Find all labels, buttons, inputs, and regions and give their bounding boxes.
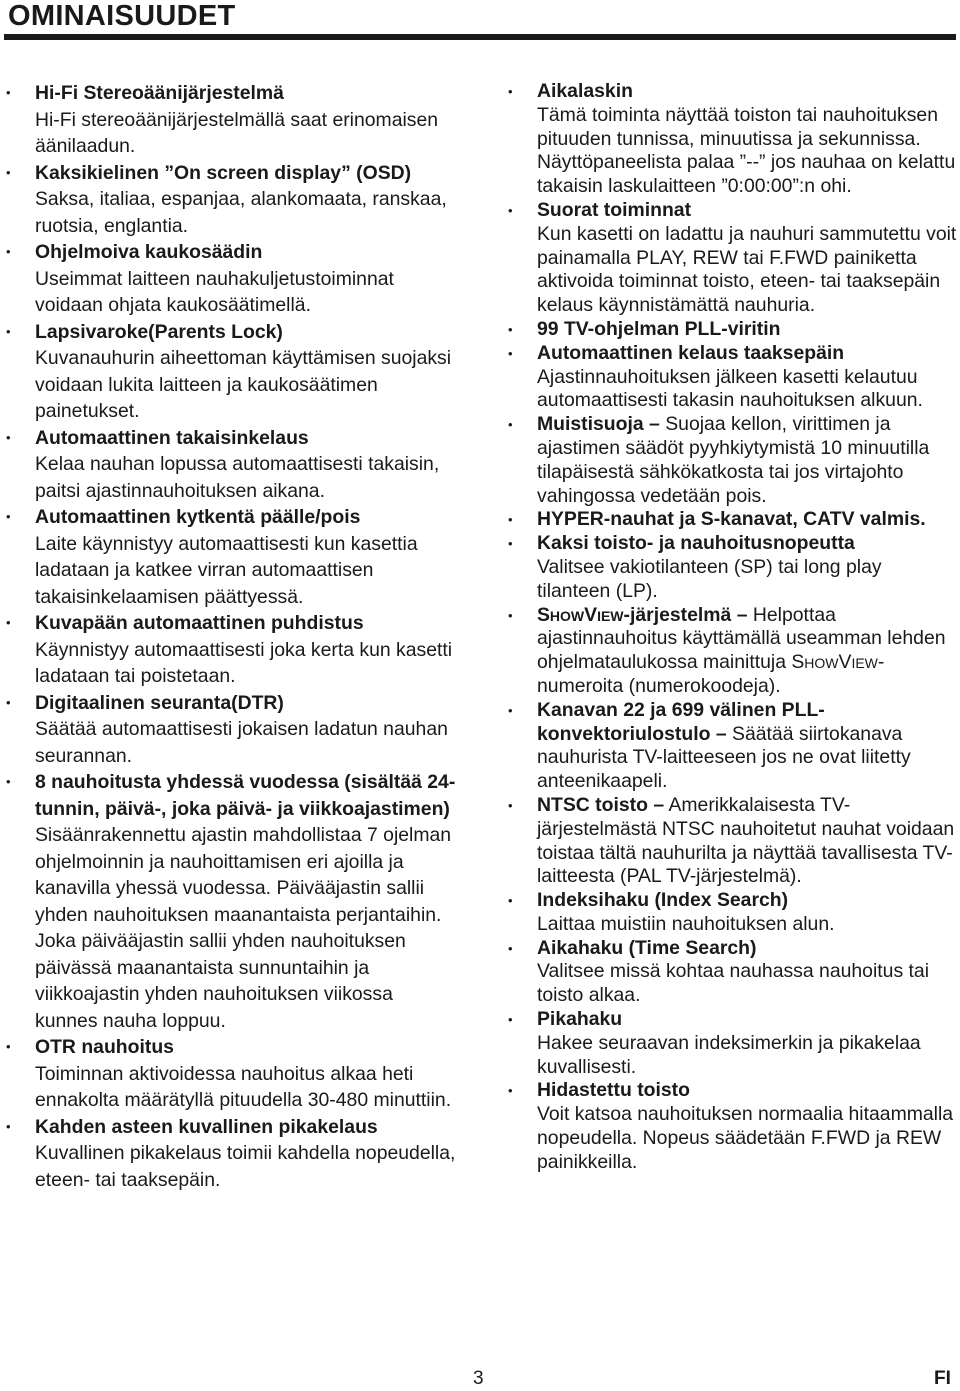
feature-heading: Kahden asteen kuvallinen pikakelaus [35, 1115, 378, 1138]
feature-heading: Aikalaskin [537, 80, 633, 102]
feature-description: Säätää siirtokanava nauhurista TV-laitteeseen jos ne ovat liitetty anteenikaapeli. [537, 722, 911, 793]
bullet-icon: • [6, 1039, 11, 1054]
feature-description: Kuvallinen pikakelaus toimii kahdella nopeudella, eteen- tai taaksepäin. [35, 1142, 456, 1191]
feature-item [6, 504, 456, 610]
feature-item [508, 508, 958, 532]
feature-heading: Ohjelmoiva kaukosäädin [35, 241, 263, 263]
feature-heading: Kaksi toisto- ja nauhoitusnopeutta [537, 532, 855, 555]
feature-description: Helpottaa ajastinnauhoitus käyttämällä useamman lehden ohjelmataulukossa mainittuja [537, 603, 946, 674]
bullet-icon: • [508, 702, 513, 718]
feature-heading: NTSC toisto – [537, 793, 665, 816]
feature-description: Laittaa muistiin nauhoituksen alun. [537, 912, 835, 935]
feature-heading: Kanavan 22 ja 699 välinen PLL-konvektoriulostulo – [537, 698, 825, 745]
feature-item [6, 80, 456, 160]
feature-item [508, 699, 958, 794]
feature-description: Valitsee missä kohtaa nauhassa nauhoitus tai toisto alkaa. [537, 960, 930, 1007]
feature-item [6, 610, 456, 690]
bullet-icon: • [508, 417, 513, 433]
language-code: FI [934, 1368, 951, 1389]
bullet-icon: • [508, 607, 513, 623]
bullet-icon: • [6, 244, 11, 259]
bullet-icon: • [508, 940, 513, 956]
bullet-icon: • [508, 84, 513, 99]
feature-item [6, 239, 456, 319]
bullet-icon: • [6, 85, 11, 100]
bullet-icon: • [6, 694, 11, 710]
feature-item [6, 769, 456, 1034]
bullet-icon: • [6, 615, 11, 630]
bullet-icon: • [6, 774, 11, 789]
feature-heading: 8 nauhoitusta yhdessä vuodessa (sisältää 24-tunnin, päivä-, joka päivä- ja viikkoajastimen) [35, 771, 456, 820]
bullet-icon: • [508, 345, 513, 361]
feature-description: Toiminnan aktivoidessa nauhoitus alkaa heti ennakolta määrätyllä pituudella 30-480 minuttiin. [35, 1062, 452, 1111]
feature-description: Useimmat laitteen nauhakuljetustoiminnat voidaan ohjata kaukosäätimellä. [35, 267, 394, 316]
feature-item [508, 889, 958, 937]
feature-description: Kelaa nauhan lopussa automaattisesti takaisin, paitsi ajastinnauhoituksen aikana. [35, 453, 440, 502]
bullet-icon: • [508, 202, 513, 218]
feature-item [508, 318, 958, 342]
bullet-icon: • [508, 1012, 513, 1028]
feature-description: Hakee seuraavan indeksimerkin ja pikakelaa kuvallisesti. [537, 1031, 921, 1078]
feature-heading: Automaattinen takaisinkelaus [35, 426, 309, 449]
feature-description: Suojaa kellon, virittimen ja ajastimen säädöt pyyhkiytymistä 10 minuutilla tilapäisestä sähkökatkosta tai jos virtajohto vahingossa vedetään pois. [537, 413, 930, 507]
page-title: OMINAISUUDET [8, 0, 236, 32]
feature-heading: Automaattinen kelaus taaksepäin [537, 341, 845, 364]
feature-heading: 99 TV-ohjelman PLL-viritin [537, 317, 781, 340]
feature-item [508, 532, 958, 603]
feature-item [508, 199, 958, 318]
feature-item [508, 794, 958, 889]
feature-item [508, 1008, 958, 1079]
bullet-icon: • [6, 509, 11, 524]
feature-description: Kun kasetti on ladattu ja nauhuri sammutettu voit painamalla PLAY, REW tai F.FWD painiketta aktivoida toiminnat toisto, eteen- tai taaksepäin kelaus käynnistämättä nauhuria. [537, 222, 957, 317]
feature-heading-suffix: -järjestelmä – [623, 603, 748, 626]
bullet-icon: • [6, 164, 11, 180]
feature-description: Ajastinnauhoituksen jälkeen kasetti kelautuu automaattisesti takasin nauhoituksen alkuun. [537, 365, 923, 412]
feature-item [508, 937, 958, 1008]
feature-list-left [6, 80, 456, 1193]
feature-description: Hi-Fi stereoäänijärjestelmällä saat erinomaisen äänilaadun. [35, 108, 439, 157]
feature-item [508, 604, 958, 699]
bullet-icon: • [508, 893, 513, 909]
feature-item [6, 160, 456, 240]
feature-item [6, 1114, 456, 1194]
feature-item [6, 690, 456, 770]
feature-heading: Kuvapään automaattinen puhdistus [35, 612, 364, 634]
feature-description: Voit katsoa nauhoituksen normaalia hitaammalla nopeudella. Nopeus säädetään F.FWD ja REW painikkeilla. [537, 1103, 954, 1173]
bullet-icon: • [508, 512, 513, 528]
feature-heading: Automaattinen kytkentä päälle/pois [35, 506, 361, 528]
feature-description: Tämä toiminta näyttää toiston tai nauhoituksen pituuden tunnissa, minuutissa ja sekunnissa. Näyttöpaneelista palaa ”--” jos nauhaa on kelattu takaisin laskulaitteen ”0:00:00”:n ohi. [537, 103, 956, 198]
feature-description: Laite käynnistyy automaattisesti kun kasettia ladataan ja katkee virran automaattisen takaisinkelaamisen päättyessä. [35, 532, 418, 608]
feature-heading: Hidastettu toisto [537, 1079, 690, 1102]
feature-description: Amerikkalaisesta TV-järjestelmästä NTSC nauhoitetut nauhat voidaan toistaa tältä nauhurilta ja näyttää tavallisesta TV-laitteesta (PAL TV-järjestelmä). [537, 793, 955, 888]
feature-heading [537, 604, 748, 626]
bullet-icon: • [6, 429, 11, 445]
page-number: 3 [473, 1368, 484, 1389]
feature-heading: Lapsivaroke(Parents Lock) [35, 320, 283, 343]
feature-item [508, 342, 958, 413]
feature-description: Säätää automaattisesti jokaisen ladatun nauhan seurannan. [35, 718, 448, 767]
bullet-icon: • [508, 321, 513, 337]
feature-item [6, 1034, 456, 1114]
feature-list-right [508, 80, 958, 1175]
bullet-icon: • [6, 323, 11, 339]
feature-heading: Aikahaku (Time Search) [537, 936, 757, 959]
feature-item [508, 1079, 958, 1174]
feature-item [508, 413, 958, 508]
feature-description-tail: -numeroita (numerokoodeja). [537, 651, 885, 697]
feature-description: Kuvanauhurin aiheettoman käyttämisen suojaksi voidaan lukita laitteen ja kaukosäätimen painetukset. [35, 347, 452, 422]
feature-heading: Hi-Fi Stereoäänijärjestelmä [35, 82, 284, 104]
feature-item [6, 319, 456, 425]
feature-heading: Kaksikielinen ”On screen display” (OSD) [35, 161, 412, 184]
feature-description: Valitsee vakiotilanteen (SP) tai long play tilanteen (LP). [537, 555, 882, 602]
feature-item [6, 425, 456, 505]
page-header [0, 0, 960, 48]
bullet-icon: • [508, 536, 513, 552]
feature-item [508, 80, 958, 199]
feature-heading: OTR nauhoitus [35, 1036, 174, 1058]
feature-description: Saksa, italiaa, espanjaa, alankomaata, ranskaa, ruotsia, englantia. [35, 188, 447, 237]
showview-brand: ShowView [537, 603, 624, 626]
feature-heading: Suorat toiminnat [537, 198, 692, 221]
feature-description: Käynnistyy automaattisesti joka kerta kun kasetti ladataan tai poistetaan. [35, 638, 453, 687]
feature-heading: Pikahaku [537, 1008, 623, 1031]
feature-heading: Indeksihaku (Index Search) [537, 889, 789, 912]
feature-description: Sisäänrakennettu ajastin mahdollistaa 7 ojelman ohjelmoinnin ja nauhoittamisen eri ajoilla ja kanavilla yhessä vuodessa. Päivääjastin sallii yhden nauhoituksen maanantaista perjantaihin. Joka päivääjastin sallii yhden nauhoituksen päivässä maanantaista sunnuntaihin ja viikkoajastin yhden nauhoituksen viikossa kunnes nauha loppuu. [35, 824, 452, 1032]
feature-heading: Digitaalinen seuranta(DTR) [35, 691, 284, 714]
title-underline [4, 34, 956, 40]
showview-brand: ShowView [791, 651, 878, 674]
feature-heading: HYPER-nauhat ja S-kanavat, CATV valmis. [537, 508, 926, 531]
feature-heading: Muistisuoja – [537, 413, 660, 436]
bullet-icon: • [508, 797, 513, 813]
bullet-icon: • [6, 1118, 11, 1134]
bullet-icon: • [508, 1083, 513, 1099]
